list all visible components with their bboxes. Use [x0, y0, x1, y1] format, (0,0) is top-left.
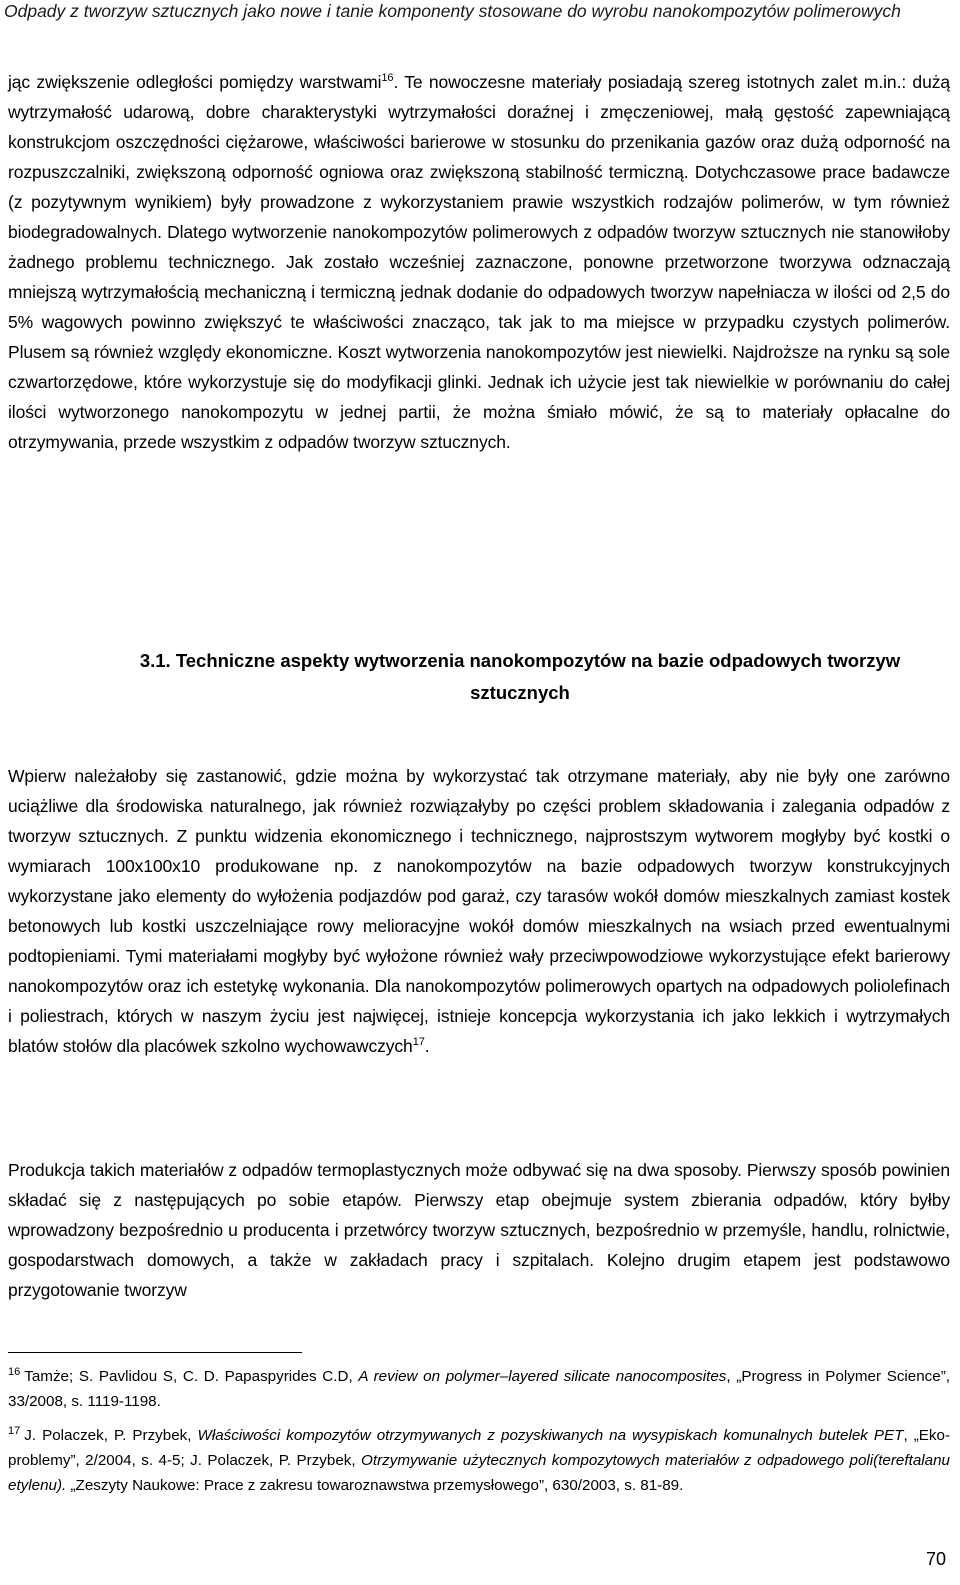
paragraph-2-end: .	[424, 1036, 430, 1056]
body-paragraph-3: Produkcja takich materiałów z odpadów termoplastycznych może odbywać się na dwa sposoby. Pierwszy sposób powinien składać się z następujących po sobie etapów. Pierwszy etap obejmuje system zbierania odpadów, który byłby wprowadzony bezpośrednio u producenta i przetwórcy tworzyw sztucznych, bezpośrednio w przemyśle, handlu, rolnictwie, gospodarstwach domowych, a także w zakładach pracy i szpitalach. Kolejno drugim etapem jest podstawowo przygotowanie tworzyw	[8, 1160, 950, 1300]
footnote-16	[8, 1364, 950, 1414]
footnote-17-source-2: „Zeszyty Naukowe: Prace z zakresu towaroznawstwa przemysłowego”, 630/2003, s. 81-89.	[66, 1477, 684, 1494]
section-heading	[120, 645, 920, 709]
footnote-separator	[8, 1352, 302, 1353]
running-header: Odpady z tworzyw sztucznych jako nowe i tanie komponenty stosowane do wyrobu nanokompozytów polimerowych	[4, 1, 901, 21]
section-number: 3.1.	[139, 650, 171, 671]
footnote-16-number: 16	[8, 1365, 21, 1378]
footnote-17-title-2: Otrzymywanie użytecznych kompozytowych materiałów z odpadowego poli(tereftalanu etylenu).	[8, 1452, 950, 1494]
footnote-ref-17[interactable]: 17	[412, 1036, 425, 1049]
footnote-16-text: Tamże; S. Pavlidou S, C. D. Papaspyrides C.D,	[24, 1368, 359, 1385]
body-paragraph-1	[8, 67, 950, 457]
page-number: 70	[925, 1549, 946, 1569]
paragraph-2-text: Wpierw należałoby się zastanowić, gdzie można by wykorzystać tak otrzymane materiały, aby nie były one zarówno uciążliwe dla środowiska naturalnego, jak również rozwiązałyby po części problem składowania i zalegania odpadów z tworzyw sztucznych. Z punktu widzenia ekonomicznego i technicznego, najprostszym wytworem mogłyby być kostki o wymiarach 100x100x10 produkowane np. z nanokompozytów na bazie odpadowych tworzyw konstrukcyjnych wykorzystane jako elementy do wyłożenia podjazdów pod garaż, czy tarasów wokół domów mieszkalnych zamiast kostek betonowych lub kostki uszczelniające rowy melioracyjne wokół domów mieszkalnych na wsiach przed ewentualnymi podtopieniami. Tymi materiałami mogłyby być wyłożone również wały przeciwpowodziowe wykorzystujące efekt barierowy nanokompozytów oraz ich estetykę wykonania. Dla nanokompozytów polimerowych opartych na odpadowych poliolefinach i poliestrach, których w naszym życiu jest najwięcej, istnieje koncepcja wykorzystania ich jako lekkich i wytrzymałych blatów stołów dla placówek szkolno wychowawczych	[8, 766, 950, 1056]
footnote-16-source: , „Progress in Polymer Science”, 33/2008, s. 1119-1198.	[8, 1368, 950, 1410]
footnote-17-title-1: Właściwości kompozytów otrzymywanych z pozyskiwanych na wysypiskach komunalnych butelek PET	[197, 1427, 904, 1444]
section-title: Techniczne aspekty wytworzenia nanokompozytów na bazie odpadowych tworzyw sztucznych	[175, 650, 901, 703]
footnote-17-source-1: , „Eko-problemy”, 2/2004, s. 4-5; J. Polaczek, P. Przybek,	[8, 1427, 951, 1469]
footnote-17-authors: J. Polaczek, P. Przybek,	[24, 1427, 198, 1444]
paragraph-1-text: . Te nowoczesne materiały posiadają szereg istotnych zalet m.in.: dużą wytrzymałość udarową, dobre charakterystyki wytrzymałości doraźnej i zmęczeniowej, małą gęstość zapewniającą konstrukcjom oszczędności ciężarowe, właściwości barierowe w stosunku do przenikania gazów oraz dużą odporność na rozpuszczalniki, zwiększoną odporność ogniowa oraz zwiększoną stabilność termiczną. Dotychczasowe prace badawcze (z pozytywnym wynikiem) były prowadzone z wykorzystaniem prawie wszystkich rodzajów polimerów, w tym również biodegradowalnych. Dlatego wytworzenie nanokompozytów polimerowych z odpadów tworzyw sztucznych nie stanowiłoby żadnego problemu technicznego. Jak zostało wcześniej zaznaczone, ponowne przetworzone tworzywa odznaczają mniejszą wytrzymałością mechaniczną i termiczną jednak dodanie do odpadowych tworzyw napełniacza w ilości od 2,5 do 5% wagowych powinno zwiększyć te właściwości znacząco, tak jak to ma miejsce w przypadku czystych polimerów. Plusem są również względy ekonomiczne. Koszt wytworzenia nanokompozytów jest niewielki. Najdroższe na rynku są sole czwartorzędowe, które wykorzystuje się do modyfikacji glinki. Jednak ich użycie jest tak niewielkie w porównaniu do całej ilości wytworzonego nanokompozytu w jednej partii, że można śmiało mówić, że są to materiały opłacalne do otrzymywania, przede wszystkim z odpadów tworzyw sztucznych.	[8, 72, 950, 452]
footnote-ref-16[interactable]: 16	[381, 72, 394, 85]
body-paragraph-2	[8, 761, 950, 1061]
footnote-17-number: 17	[8, 1424, 21, 1437]
footnote-16-title: A review on polymer–layered silicate nanocomposites	[358, 1368, 727, 1385]
footnote-17	[8, 1423, 950, 1498]
paragraph-1-start: jąc zwiększenie odległości pomiędzy warstwami	[8, 72, 382, 92]
